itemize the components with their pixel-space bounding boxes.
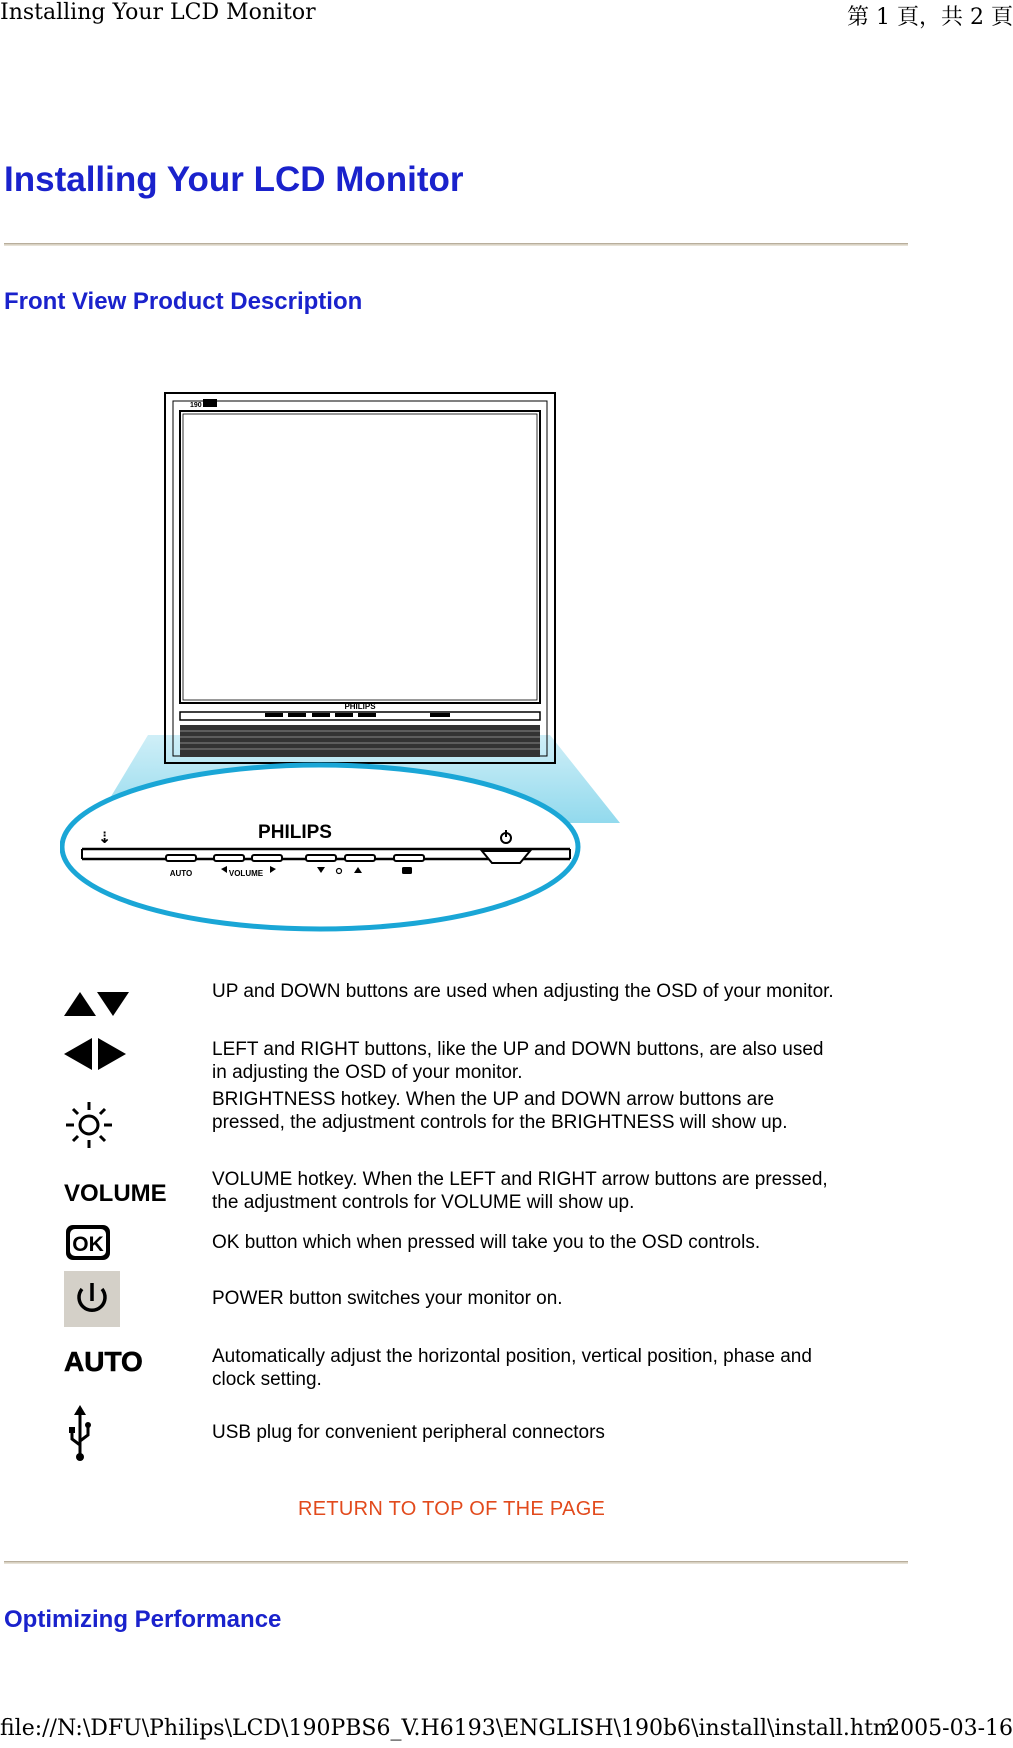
desc-row-brightness: [64, 1086, 844, 1164]
desc-text: LEFT and RIGHT buttons, like the UP and DOWN buttons, are also used in adjusting the OSD of your monitor.: [212, 1039, 824, 1083]
desc-row-power: [64, 1269, 844, 1331]
divider: [4, 243, 908, 246]
up-down-arrows-icon: [64, 988, 130, 1018]
desc-text: POWER button switches your monitor on.: [212, 1288, 563, 1309]
print-footer-path: file://N:\DFU\Philips\LCD\190PBS6_V.H6193\ENGLISH\190b6\install\install.htm: [0, 1716, 894, 1741]
print-footer: [0, 1716, 1013, 1748]
section-heading-optimizing: Optimizing Performance: [4, 1606, 282, 1633]
svg-text:AUTO: AUTO: [169, 869, 193, 878]
svg-text:PHILIPS: PHILIPS: [344, 702, 376, 711]
desc-row-auto: [64, 1331, 844, 1399]
desc-row-left-right: [64, 1030, 844, 1086]
desc-text: UP and DOWN buttons are used when adjusting the OSD of your monitor.: [212, 981, 834, 1002]
desc-text: BRIGHTNESS hotkey. When the UP and DOWN arrow buttons are pressed, the adjustment controls for the BRIGHTNESS will show up.: [212, 1089, 788, 1133]
print-header-page-info: 第 1 頁，共 2 頁: [847, 5, 1013, 30]
monitor-front-view-figure: [60, 385, 660, 945]
ok-icon: [64, 1223, 114, 1263]
print-header-title: Installing Your LCD Monitor: [0, 0, 316, 25]
return-to-top-link[interactable]: RETURN TO TOP OF THE PAGE: [298, 1498, 606, 1520]
svg-text:OK: OK: [72, 1233, 104, 1256]
desc-row-up-down: [64, 970, 844, 1030]
desc-row-ok: [64, 1219, 844, 1269]
desc-text: Automatically adjust the horizontal position, vertical position, phase and clock setting.: [212, 1346, 812, 1390]
auto-icon: [64, 1345, 144, 1377]
print-header: [0, 0, 1013, 32]
usb-icon: [64, 1403, 96, 1461]
svg-text:VOLUME: VOLUME: [228, 869, 264, 878]
power-icon: [64, 1271, 120, 1327]
page-title: Installing Your LCD Monitor: [4, 160, 464, 199]
left-right-arrows-icon: [64, 1036, 128, 1072]
desc-text: OK button which when pressed will take you to the OSD controls.: [212, 1232, 761, 1253]
svg-text:190: 190: [190, 402, 202, 409]
svg-text:⇣: ⇣: [98, 828, 112, 847]
svg-text:AUTO: AUTO: [64, 1346, 143, 1377]
desc-row-volume: [64, 1164, 844, 1219]
desc-row-usb: [64, 1399, 844, 1463]
desc-text: USB plug for convenient peripheral connectors: [212, 1422, 605, 1443]
desc-text: VOLUME hotkey. When the LEFT and RIGHT arrow buttons are pressed, the adjustment controls for VOLUME will show up.: [212, 1169, 828, 1213]
brightness-icon: [64, 1100, 114, 1150]
section-heading-front-view: Front View Product Description: [4, 288, 363, 315]
divider: [4, 1561, 908, 1564]
volume-label: VOLUME: [64, 1180, 167, 1207]
svg-text:PHILIPS: PHILIPS: [258, 822, 332, 843]
print-footer-date: 2005-03-16: [886, 1716, 1013, 1741]
